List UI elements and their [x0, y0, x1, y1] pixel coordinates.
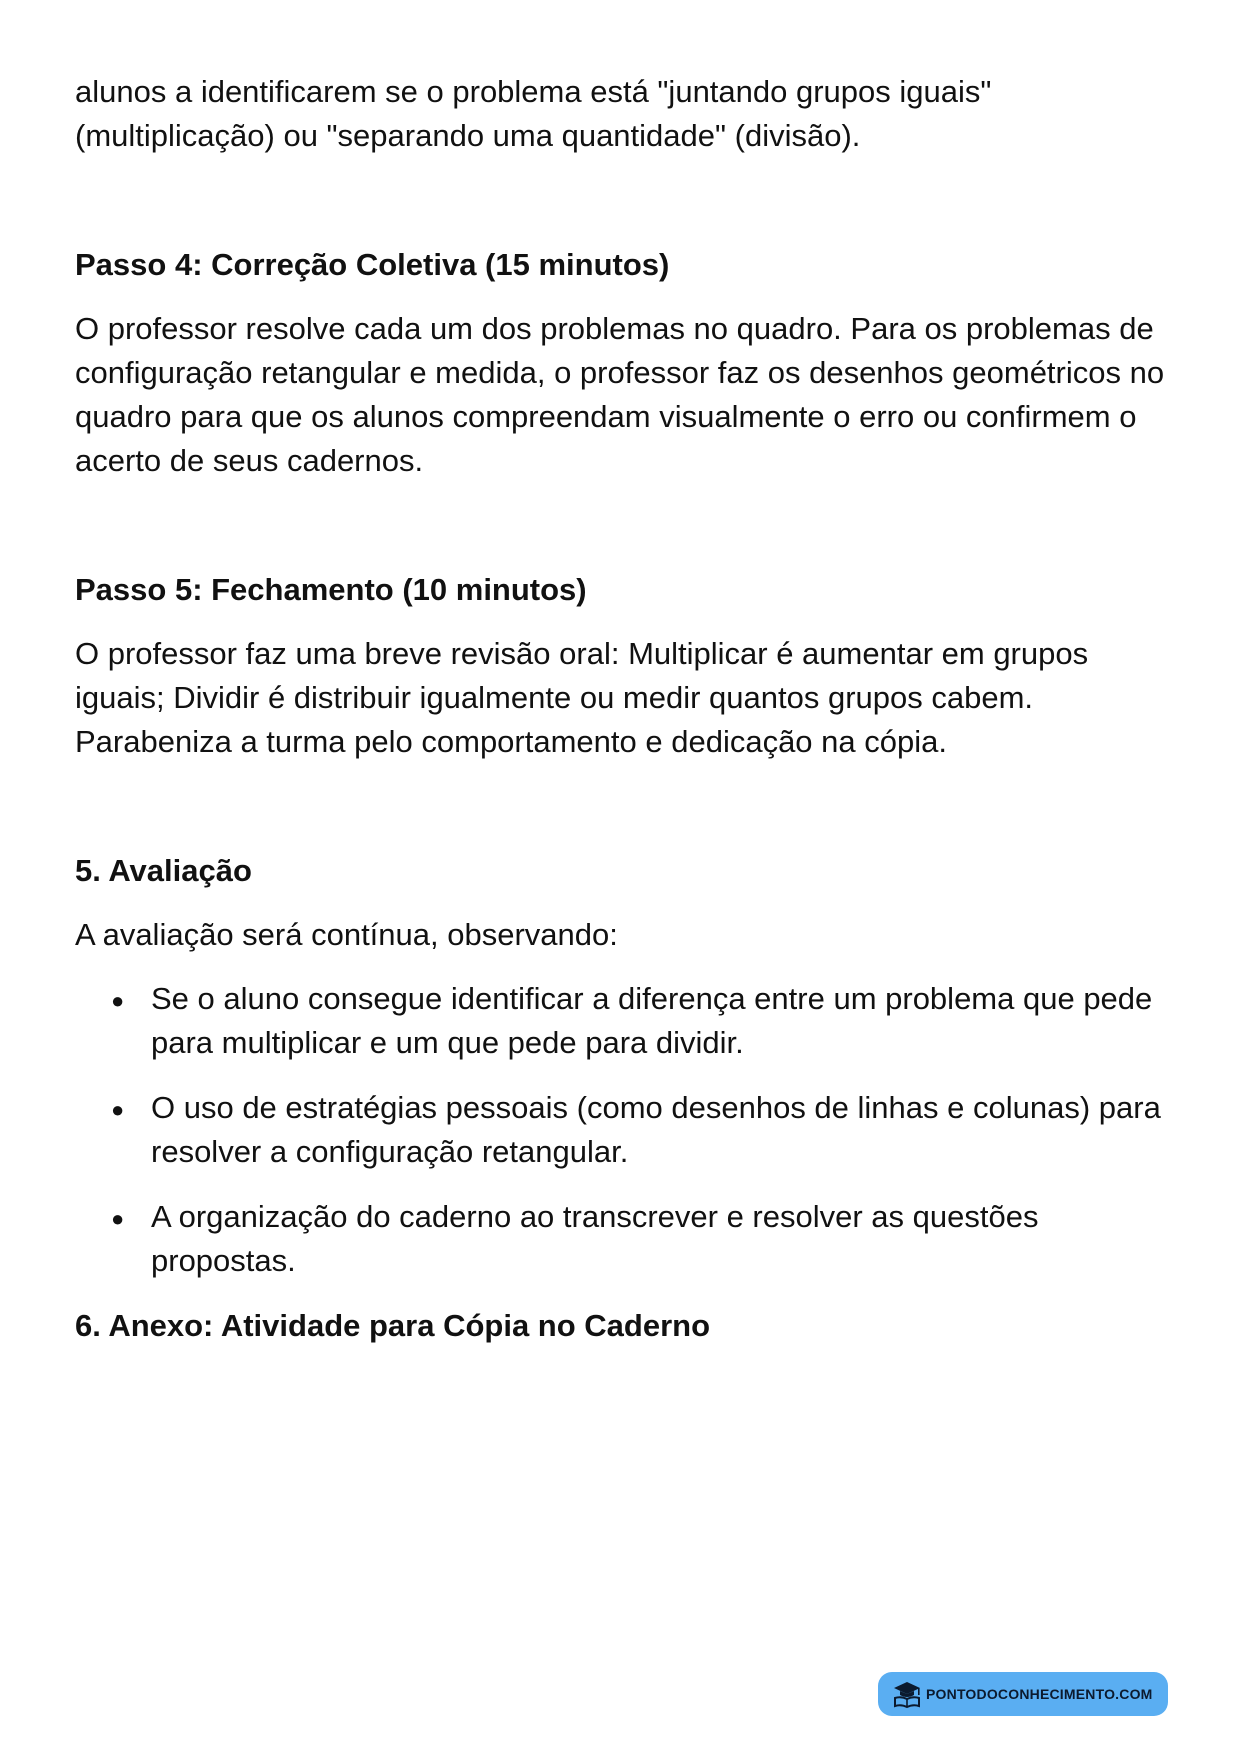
list-item — [75, 1086, 1175, 1174]
list-item-text: O uso de estratégias pessoais (como desenhos de linhas e colunas) para resolver a configuração retangular. — [151, 1090, 1161, 1169]
evaluation-heading: 5. Avaliação — [75, 853, 252, 888]
list-item — [75, 977, 1175, 1065]
step5-heading: Passo 5: Fechamento (10 minutos) — [75, 572, 587, 607]
site-url: PONTODOCONHECIMENTO.COM — [926, 1686, 1153, 1702]
evaluation-list — [75, 977, 1175, 1283]
list-item-text: A organização do caderno ao transcrever e resolver as questões propostas. — [151, 1199, 1039, 1278]
step5-paragraph: O professor faz uma breve revisão oral: Multiplicar é aumentar em grupos iguais; Dividir é distribuir igualmente ou medir quantos grupos cabem. Parabeniza a turma pelo comportamento e dedicação na cópia. — [75, 636, 1089, 759]
step4-paragraph: O professor resolve cada um dos problemas no quadro. Para os problemas de configuração retangular e medida, o professor faz os desenhos geométricos no quadro para que os alunos compreendam visualmente o erro ou confirmem o acerto de seus cadernos. — [75, 311, 1165, 478]
document-page — [75, 70, 1175, 1348]
bullet-icon: ● — [111, 1097, 125, 1122]
annex-heading: 6. Anexo: Atividade para Cópia no Caderno — [75, 1308, 711, 1343]
site-badge[interactable] — [878, 1672, 1168, 1716]
intro-paragraph: alunos a identificarem se o problema está "juntando grupos iguais" (multiplicação) ou "separando uma quantidade" (divisão). — [75, 74, 992, 153]
graduation-cap-book-icon — [892, 1679, 922, 1709]
bullet-icon: ● — [111, 1206, 125, 1231]
step4-heading: Passo 4: Correção Coletiva (15 minutos) — [75, 247, 670, 282]
bullet-icon: ● — [111, 988, 125, 1013]
list-item-text: Se o aluno consegue identificar a diferença entre um problema que pede para multiplicar e um que pede para dividir. — [151, 981, 1153, 1060]
evaluation-intro: A avaliação será contínua, observando: — [75, 917, 618, 952]
list-item — [75, 1195, 1175, 1283]
